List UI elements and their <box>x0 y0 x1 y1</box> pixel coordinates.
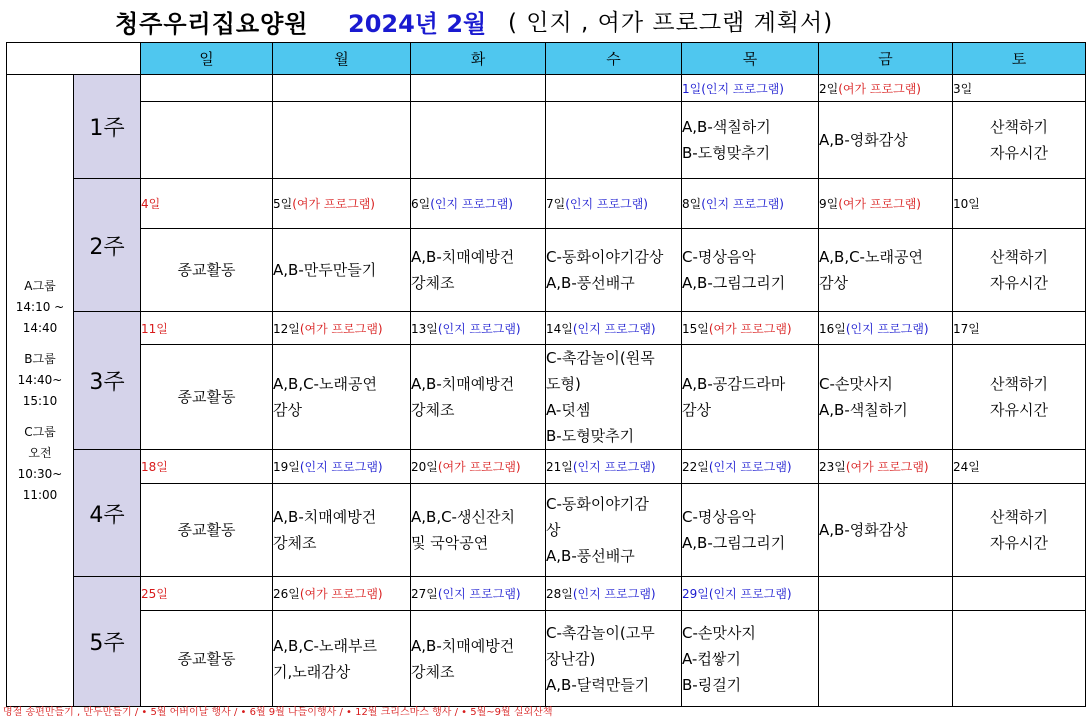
date-day: 11일 <box>141 321 168 336</box>
date-day: 3일 <box>953 81 973 96</box>
date-cell <box>411 179 546 229</box>
date-cell <box>411 577 546 611</box>
date-cell <box>411 312 546 345</box>
date-cell <box>682 179 819 229</box>
program-type: (인지 프로그램) <box>701 197 784 211</box>
activity-cell <box>141 229 273 312</box>
program-type: (인지 프로그램) <box>708 460 792 474</box>
date-day: 23일 <box>819 460 846 474</box>
date-day: 24일 <box>953 460 980 474</box>
activity-line: 종교활동 <box>177 261 236 279</box>
program-type: (인지 프로그램) <box>701 81 784 96</box>
week-activity-row <box>7 102 1086 179</box>
activity-cell <box>682 484 819 577</box>
date-day: 4일 <box>141 197 161 211</box>
week-label: 2주 <box>74 179 141 312</box>
activity-line: 자유시간 <box>990 144 1048 162</box>
activity-line: 감상 <box>819 274 848 292</box>
program-type: (여가 프로그램) <box>299 321 383 336</box>
program-type: (여가 프로그램) <box>292 197 375 211</box>
activity-line: A,B-풍선배구 <box>546 547 635 565</box>
date-cell <box>546 312 682 345</box>
group-line: 오전 <box>28 445 52 460</box>
day-header-2: 화 <box>411 43 546 75</box>
group-spacer <box>7 339 73 349</box>
activity-line: A,B-그림그리기 <box>682 274 786 292</box>
day-header-1: 월 <box>273 43 411 75</box>
group-line: 11:00 <box>22 487 58 502</box>
program-type: (여가 프로그램) <box>838 81 921 96</box>
date-cell <box>273 450 411 484</box>
date-cell <box>682 312 819 345</box>
title-bar <box>0 0 1091 42</box>
activity-line: A-덧셈 <box>546 401 591 419</box>
program-type: (여가 프로그램) <box>845 460 929 474</box>
program-type: (여가 프로그램) <box>838 197 921 211</box>
activity-cell <box>141 345 273 450</box>
activity-line: B-링걸기 <box>682 675 742 694</box>
date-cell <box>141 179 273 229</box>
activity-cell <box>273 611 411 707</box>
activity-line: 자유시간 <box>990 401 1048 419</box>
date-cell <box>411 450 546 484</box>
activity-line: A,B-풍선배구 <box>546 274 635 292</box>
activity-cell <box>273 229 411 312</box>
activity-cell <box>953 611 1086 707</box>
activity-line: 종교활동 <box>177 649 236 668</box>
date-cell <box>411 75 546 102</box>
group-line: 14:40~ <box>17 372 63 387</box>
activity-line: C-동화이야기감 <box>546 495 649 513</box>
activity-line: C-촉감놀이(원목 <box>546 349 655 367</box>
activity-cell <box>819 102 953 179</box>
date-day: 13일 <box>411 321 438 336</box>
activity-line: 강체조 <box>273 534 317 552</box>
date-day: 29일 <box>682 587 709 601</box>
activity-line: B-도형맞추기 <box>682 144 771 162</box>
day-header-6: 토 <box>953 43 1086 75</box>
activity-cell <box>411 229 546 312</box>
activity-line: C-명상음악 <box>682 248 756 266</box>
week-label: 3주 <box>74 312 141 450</box>
week-activity-row <box>7 484 1086 577</box>
date-cell <box>953 312 1086 345</box>
date-cell <box>819 577 953 611</box>
activity-line: 강체조 <box>411 274 455 292</box>
activity-line: 감상 <box>682 401 711 419</box>
date-day: 22일 <box>682 460 709 474</box>
activity-cell <box>953 102 1086 179</box>
activity-cell <box>682 229 819 312</box>
day-header-3: 수 <box>546 43 682 75</box>
activity-line: C-명상음악 <box>682 508 756 526</box>
date-cell <box>546 450 682 484</box>
activity-cell <box>411 484 546 577</box>
date-day: 27일 <box>411 587 438 601</box>
program-type: (인지 프로그램) <box>845 321 929 336</box>
date-cell <box>682 577 819 611</box>
activity-line: A-컵쌓기 <box>682 649 741 668</box>
activity-line: B-도형맞추기 <box>546 427 635 445</box>
program-type: (인지 프로그램) <box>437 321 521 336</box>
date-cell <box>819 312 953 345</box>
date-day: 19일 <box>273 460 300 474</box>
activity-line: A,B-색칠하기 <box>682 118 771 136</box>
activity-line: A,B-공감드라마 <box>682 375 786 393</box>
program-type: (인지 프로그램) <box>565 197 648 211</box>
date-cell <box>682 75 819 102</box>
activity-cell <box>411 345 546 450</box>
activity-line: C-손맛사지 <box>819 375 893 393</box>
activity-line: 및 국악공연 <box>411 534 489 552</box>
activity-line: 산책하기 <box>990 118 1048 136</box>
date-cell <box>273 75 411 102</box>
corner-cell <box>7 43 141 75</box>
activity-line: A,B-만두만들기 <box>273 261 377 279</box>
program-type: (인지 프로그램) <box>299 460 383 474</box>
schedule-table <box>6 42 1086 707</box>
activity-cell <box>273 345 411 450</box>
activity-line: 상 <box>546 521 561 539</box>
date-day: 1일 <box>682 81 702 96</box>
activity-cell <box>546 345 682 450</box>
activity-cell <box>141 102 273 179</box>
date-day: 8일 <box>682 197 702 211</box>
activity-cell <box>682 611 819 707</box>
date-day: 9일 <box>819 197 839 211</box>
date-day: 7일 <box>546 197 566 211</box>
date-day: 6일 <box>411 197 431 211</box>
date-cell <box>953 179 1086 229</box>
date-cell <box>953 577 1086 611</box>
group-line: 14:10 ~ <box>15 299 65 314</box>
date-day: 14일 <box>546 321 573 336</box>
activity-cell <box>546 484 682 577</box>
date-cell <box>141 577 273 611</box>
group-line: A그룹 <box>24 278 56 293</box>
activity-line: 자유시간 <box>990 274 1048 292</box>
date-cell <box>953 450 1086 484</box>
activity-line: A,B-그림그리기 <box>682 534 786 552</box>
day-header-row <box>7 43 1086 75</box>
date-cell <box>273 312 411 345</box>
activity-line: 기,노래감상 <box>273 662 351 681</box>
week-date-row <box>7 577 1086 611</box>
footer-note: 명절 송편만들기 , 만두만들기 / • 5월 어버이날 행사 / • 6월 9월 나들이행사 / • 12월 크리스마스 행사 / • 5월~9월 실외산책 <box>3 707 553 718</box>
activity-line: A,B,C-생신잔치 <box>411 508 515 526</box>
program-type: (인지 프로그램) <box>708 587 792 601</box>
week-date-row <box>7 450 1086 484</box>
activity-line: A,B-치매예방건 <box>411 636 515 655</box>
group-line: 14:40 <box>22 320 58 335</box>
activity-cell <box>141 611 273 707</box>
program-type: (인지 프로그램) <box>437 587 521 601</box>
date-day: 25일 <box>141 587 168 601</box>
group-line: 15:10 <box>22 393 58 408</box>
date-day: 20일 <box>411 460 438 474</box>
month-title: 2024년 2월 <box>348 10 487 38</box>
activity-line: A,B-색칠하기 <box>819 401 908 419</box>
activity-cell <box>411 611 546 707</box>
date-cell <box>141 450 273 484</box>
date-cell <box>273 577 411 611</box>
facility-title: 청주우리집요양원 <box>115 10 309 38</box>
day-header-4: 목 <box>682 43 819 75</box>
day-header-5: 금 <box>819 43 953 75</box>
activity-cell <box>819 611 953 707</box>
activity-line: 장난감) <box>546 649 596 668</box>
week-date-row <box>7 179 1086 229</box>
date-cell <box>953 75 1086 102</box>
activity-line: A,B-치매예방건 <box>273 508 377 526</box>
activity-cell <box>273 484 411 577</box>
week-activity-row <box>7 611 1086 707</box>
activity-line: 산책하기 <box>990 508 1048 526</box>
activity-cell <box>273 102 411 179</box>
activity-line: 강체조 <box>411 401 455 419</box>
week-activity-row <box>7 345 1086 450</box>
date-cell <box>273 179 411 229</box>
activity-line: 강체조 <box>411 662 455 681</box>
activity-cell <box>682 102 819 179</box>
day-header-0: 일 <box>141 43 273 75</box>
week-date-row <box>7 75 1086 102</box>
date-day: 15일 <box>682 321 709 336</box>
date-day: 26일 <box>273 587 300 601</box>
activity-cell <box>411 102 546 179</box>
program-type: (인지 프로그램) <box>572 460 656 474</box>
activity-line: 도형) <box>546 375 581 393</box>
date-cell <box>141 75 273 102</box>
date-day: 21일 <box>546 460 573 474</box>
date-cell <box>819 179 953 229</box>
date-cell <box>546 577 682 611</box>
date-day: 5일 <box>273 197 293 211</box>
week-date-row <box>7 312 1086 345</box>
activity-line: 자유시간 <box>990 534 1048 552</box>
group-spacer <box>7 412 73 422</box>
date-day: 2일 <box>819 81 839 96</box>
activity-line: A,B-치매예방건 <box>411 375 515 393</box>
date-day: 12일 <box>273 321 300 336</box>
activity-line: C-동화이야기감상 <box>546 248 664 266</box>
activity-line: C-손맛사지 <box>682 623 756 642</box>
activity-cell <box>953 484 1086 577</box>
activity-line: A,B-치매예방건 <box>411 248 515 266</box>
activity-line: C-촉감놀이(고무 <box>546 623 655 642</box>
activity-line: A,B-달력만들기 <box>546 675 650 694</box>
activity-line: A,B-영화감상 <box>819 131 908 149</box>
activity-cell <box>953 229 1086 312</box>
activity-line: 종교활동 <box>177 521 236 539</box>
date-cell <box>819 450 953 484</box>
date-cell <box>819 75 953 102</box>
program-type: (인지 프로그램) <box>572 587 656 601</box>
activity-line: 감상 <box>273 401 302 419</box>
group-line: 10:30~ <box>17 466 63 481</box>
week-label: 1주 <box>74 75 141 179</box>
week-label: 4주 <box>74 450 141 577</box>
program-type: (인지 프로그램) <box>430 197 513 211</box>
activity-line: 산책하기 <box>990 248 1048 266</box>
activity-cell <box>953 345 1086 450</box>
activity-cell <box>819 484 953 577</box>
program-type: (여가 프로그램) <box>299 587 383 601</box>
program-type: (여가 프로그램) <box>437 460 521 474</box>
week-activity-row <box>7 229 1086 312</box>
date-day: 18일 <box>141 460 168 474</box>
activity-line: A,B,C-노래부르 <box>273 636 377 655</box>
activity-line: A,B-영화감상 <box>819 521 908 539</box>
activity-cell <box>546 229 682 312</box>
date-day: 28일 <box>546 587 573 601</box>
group-line: C그룹 <box>24 424 56 439</box>
activity-cell <box>819 229 953 312</box>
subtitle: ( 인지 , 여가 프로그램 계획서) <box>508 10 834 36</box>
activity-cell <box>141 484 273 577</box>
date-cell <box>682 450 819 484</box>
program-type: (인지 프로그램) <box>572 321 656 336</box>
group-times <box>7 75 74 707</box>
date-cell <box>546 75 682 102</box>
activity-line: 산책하기 <box>990 375 1048 393</box>
program-type: (여가 프로그램) <box>708 321 792 336</box>
activity-cell <box>682 345 819 450</box>
activity-line: 종교활동 <box>177 388 236 406</box>
week-label: 5주 <box>74 577 141 707</box>
activity-cell <box>546 611 682 707</box>
date-cell <box>546 179 682 229</box>
date-day: 10일 <box>953 197 980 211</box>
activity-cell <box>819 345 953 450</box>
date-day: 16일 <box>819 321 846 336</box>
activity-line: A,B,C-노래공연 <box>819 248 923 266</box>
group-line: B그룹 <box>24 351 56 366</box>
date-day: 17일 <box>953 321 980 336</box>
activity-line: A,B,C-노래공연 <box>273 375 377 393</box>
activity-cell <box>546 102 682 179</box>
date-cell <box>141 312 273 345</box>
